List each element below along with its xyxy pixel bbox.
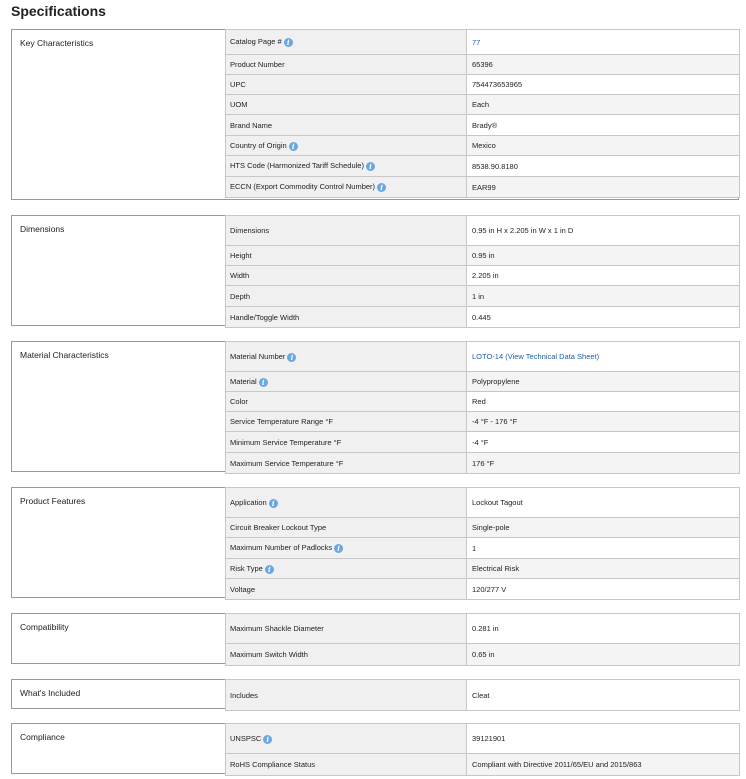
spec-value-link[interactable]: 77 [472,37,481,47]
spec-key-label: Dimensions [230,226,270,235]
section-label: Compliance [20,732,65,742]
spec-key-label: Handle/Toggle Width [230,312,300,322]
spec-value: EAR99 [467,177,740,198]
spec-key [226,538,467,559]
spec-key [226,559,467,579]
spec-row [226,342,740,372]
spec-row [226,307,740,328]
spec-value: 65396 [467,55,740,75]
spec-value: Each [467,95,740,115]
spec-row [226,559,740,579]
spec-key-label: HTS Code (Harmonized Tariff Schedule) [230,161,364,170]
spec-key [226,115,467,136]
section-product-features [11,487,739,598]
spec-key [226,644,467,666]
info-icon[interactable]: i [377,183,386,192]
spec-row [226,246,740,266]
spec-key [226,488,467,518]
section-compliance [11,723,739,774]
spec-key-label: Catalog Page # [230,37,282,46]
spec-value: 0.95 in H x 2.205 in W x 1 in D [467,216,740,246]
spec-key [226,412,467,432]
spec-table [225,215,740,328]
spec-key-label: Maximum Shackle Diameter [230,624,324,633]
spec-key-label: Voltage [230,584,256,594]
spec-row [226,115,740,136]
section-label: Product Features [20,496,86,506]
spec-row [226,412,740,432]
spec-row [226,579,740,600]
spec-row [226,30,740,55]
spec-value: 39121901 [467,724,740,754]
spec-value: Mexico [467,136,740,156]
spec-table [225,723,740,776]
spec-row [226,136,740,156]
spec-key [226,614,467,644]
section-label: Compatibility [20,622,69,632]
spec-row [226,614,740,644]
spec-row [226,95,740,115]
info-icon[interactable]: i [259,378,268,387]
spec-value: 0.65 in [467,644,740,666]
spec-value: 1 in [467,286,740,307]
spec-value: Cleat [467,680,740,711]
spec-table [225,341,740,474]
section-label: Dimensions [20,224,65,234]
section-label: Material Characteristics [20,350,109,360]
spec-value: 0.95 in [467,246,740,266]
spec-key [226,724,467,754]
spec-table [225,487,740,600]
spec-row [226,392,740,412]
spec-key-label: Includes [230,690,258,700]
section-what-s-included [11,679,739,709]
spec-row [226,432,740,453]
page-title: Specifications [11,3,106,19]
spec-key [226,307,467,328]
spec-row [226,754,740,776]
spec-key-label: UNSPSC [230,733,262,743]
spec-value: 0.445 [467,307,740,328]
spec-value: 1 [467,538,740,559]
info-icon[interactable]: i [366,162,375,171]
spec-key-label: Width [230,271,250,280]
spec-key-label: Material Number [230,351,286,361]
spec-key [226,342,467,372]
spec-row [226,644,740,666]
info-icon[interactable]: i [287,353,296,362]
spec-key [226,136,467,156]
section-compatibility [11,613,739,664]
spec-key-label: Country of Origin [230,140,287,150]
spec-value: Single-pole [467,518,740,538]
spec-key [226,75,467,95]
spec-key [226,266,467,286]
spec-row [226,75,740,95]
spec-key-label: ECCN (Export Commodity Control Number) [230,182,376,191]
spec-key-label: Height [230,251,252,260]
spec-key [226,754,467,776]
spec-row [226,453,740,474]
info-icon[interactable]: i [265,565,274,574]
spec-row [226,55,740,75]
spec-value: Electrical Risk [467,559,740,579]
info-icon[interactable]: i [334,544,343,553]
spec-row [226,156,740,177]
spec-key-label: Maximum Number of Padlocks [230,543,333,552]
spec-row [226,216,740,246]
spec-key [226,30,467,55]
spec-key-label: Color [230,397,248,406]
spec-table [225,29,740,198]
section-key-characteristics [11,29,739,200]
spec-value [467,30,740,55]
spec-key [226,432,467,453]
spec-key-label: Circuit Breaker Lockout Type [230,523,327,532]
spec-row [226,680,740,711]
spec-key-label: UPC [230,80,246,89]
spec-key [226,372,467,392]
spec-key-label: RoHS Compliance Status [230,760,316,769]
info-icon[interactable]: i [269,499,278,508]
spec-key-label: Maximum Service Temperature °F [230,458,344,468]
spec-key [226,286,467,307]
spec-key [226,216,467,246]
spec-table [225,613,740,666]
spec-value: 120/277 V [467,579,740,600]
spec-row [226,286,740,307]
spec-key-label: Depth [230,291,251,301]
info-icon[interactable]: i [284,38,293,47]
section-material-characteristics [11,341,739,472]
spec-row [226,266,740,286]
spec-key [226,579,467,600]
spec-value: -4 °F - 176 °F [467,412,740,432]
spec-value-link[interactable]: LOTO-14 (View Technical Data Sheet) [472,352,600,361]
spec-key [226,177,467,198]
spec-row [226,518,740,538]
spec-value: 8538.90.8180 [467,156,740,177]
section-dimensions [11,215,739,326]
spec-row [226,538,740,559]
spec-key [226,95,467,115]
info-icon[interactable]: i [263,735,272,744]
spec-key-label: Minimum Service Temperature °F [230,437,342,447]
spec-key-label: Material [230,376,257,386]
spec-key-label: Maximum Switch Width [230,650,308,659]
spec-value: Polypropylene [467,372,740,392]
spec-value [467,342,740,372]
spec-key-label: Risk Type [230,563,263,573]
info-icon[interactable]: i [289,142,298,151]
section-label: What's Included [20,688,81,698]
spec-key [226,55,467,75]
section-label: Key Characteristics [20,38,94,48]
spec-value: Red [467,392,740,412]
spec-key [226,518,467,538]
spec-key [226,156,467,177]
spec-key-label: Application [230,497,267,507]
spec-value: Brady® [467,115,740,136]
spec-key-label: UOM [230,100,248,109]
spec-key [226,680,467,711]
spec-row [226,372,740,392]
spec-value: 0.281 in [467,614,740,644]
spec-key [226,246,467,266]
spec-key-label: Service Temperature Range °F [230,417,333,426]
spec-key-label: Brand Name [230,120,273,130]
spec-row [226,488,740,518]
spec-value: Compliant with Directive 2011/65/EU and 2015/863 [467,754,740,776]
spec-value: Lockout Tagout [467,488,740,518]
spec-value: 754473653965 [467,75,740,95]
spec-key-label: Product Number [230,60,285,69]
spec-value: 176 °F [467,453,740,474]
spec-value: 2.205 in [467,266,740,286]
spec-value: -4 °F [467,432,740,453]
spec-row [226,724,740,754]
spec-key [226,453,467,474]
spec-key [226,392,467,412]
spec-row [226,177,740,198]
spec-table [225,679,740,711]
